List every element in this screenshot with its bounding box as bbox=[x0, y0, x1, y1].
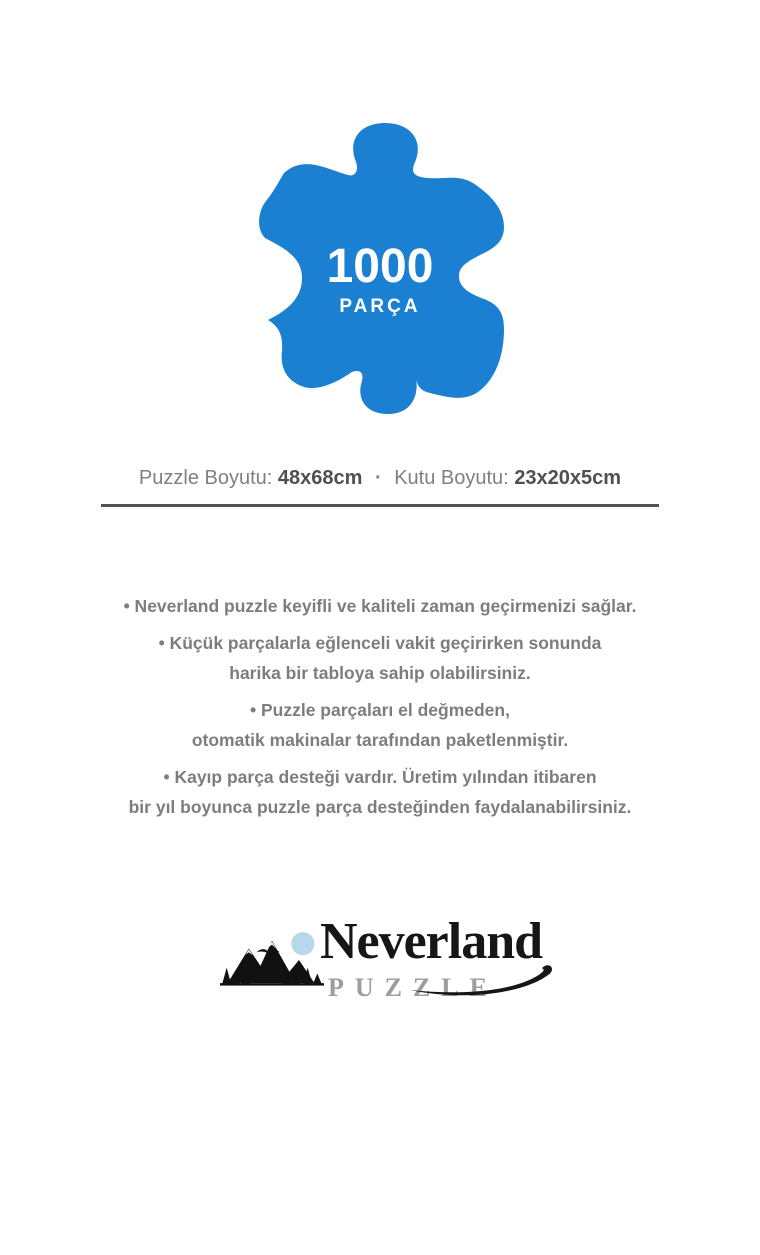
bullet-line: • Küçük parçalarla eğlenceli vakit geçirirken sonunda bbox=[158, 633, 602, 653]
mountains-trees-moon-icon bbox=[218, 926, 326, 996]
bullet-line: bir yıl boyunca puzzle parça desteğinden faydalanabilirsiniz. bbox=[128, 797, 632, 817]
divider-line bbox=[101, 504, 659, 507]
brand-name: Neverland bbox=[319, 913, 543, 970]
swash-flourish-icon bbox=[406, 964, 556, 998]
pieces-count: 1000 bbox=[326, 240, 434, 293]
puzzle-piece-icon bbox=[251, 115, 509, 421]
size-separator: · bbox=[374, 467, 382, 489]
brand-logo bbox=[0, 913, 760, 1003]
puzzle-piece-badge bbox=[251, 115, 509, 421]
brand-subtitle: PUZZLE bbox=[327, 973, 498, 1002]
bullet-line: otomatik makinalar tarafından paketlenmiştir. bbox=[191, 730, 569, 750]
bullet-line: • Kayıp parça desteği vardır. Üretim yılından itibaren bbox=[163, 767, 597, 787]
size-info-line bbox=[0, 466, 760, 490]
puzzle-size-label: Puzzle Boyutu: bbox=[138, 467, 273, 489]
bullet-line: harika bir tabloya sahip olabilirsiniz. bbox=[229, 663, 531, 683]
box-size-value: 23x20x5cm bbox=[514, 467, 622, 489]
bullet-item bbox=[0, 762, 760, 822]
pieces-label: PARÇA bbox=[339, 296, 421, 317]
bullet-line: • Neverland puzzle keyifli ve kaliteli zaman geçirmenizi sağlar. bbox=[123, 596, 637, 616]
bullet-item bbox=[0, 628, 760, 688]
bullet-item bbox=[0, 695, 760, 755]
bullet-item bbox=[0, 591, 760, 621]
brand-text-block bbox=[319, 913, 543, 1003]
features-list bbox=[0, 591, 760, 822]
box-size-label: Kutu Boyutu: bbox=[394, 467, 509, 489]
bullet-line: • Puzzle parçaları el değmeden, bbox=[250, 700, 510, 720]
puzzle-size-value: 48x68cm bbox=[277, 467, 363, 489]
